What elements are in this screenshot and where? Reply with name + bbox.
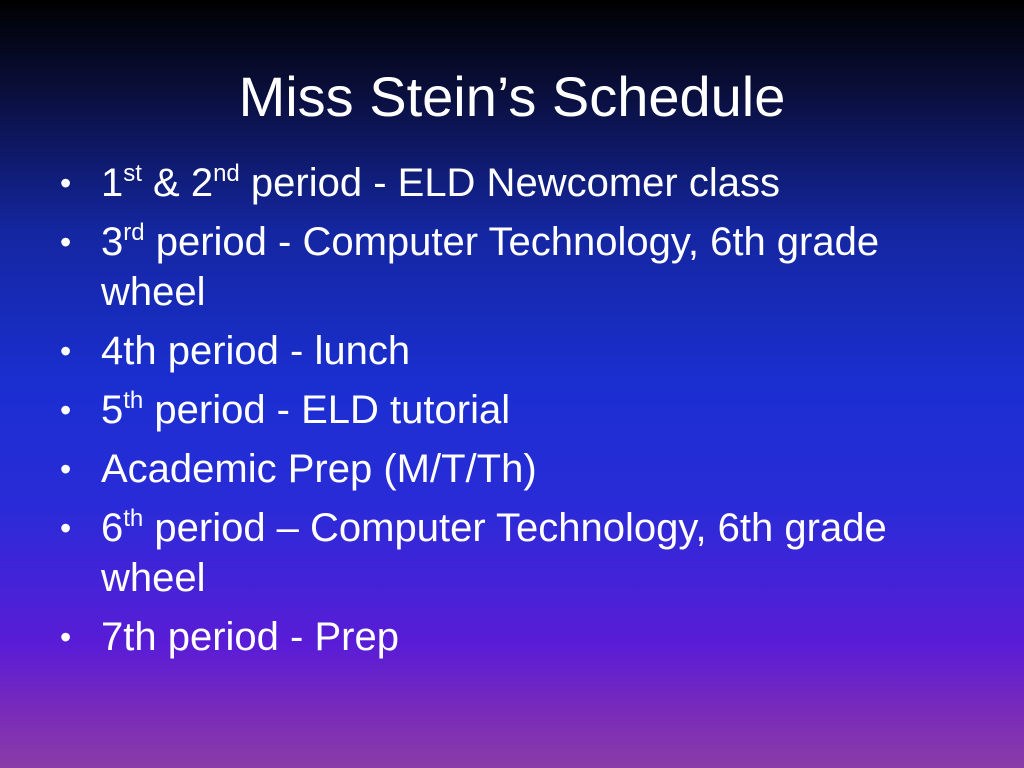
bullet-dot-icon: • [60, 165, 72, 201]
bullet-dot-icon: • [60, 510, 72, 546]
bullet-text-run: period - ELD tutorial [143, 388, 511, 432]
bullet-dot-icon: • [60, 451, 72, 487]
bullet-text [101, 506, 887, 600]
bullet-dot-icon: • [60, 333, 72, 369]
ordinal-suffix: th [123, 387, 144, 414]
ordinal-suffix: rd [123, 219, 145, 246]
bullet-text-run: & 2 [141, 161, 214, 205]
bullet-item [60, 158, 980, 208]
bullet-text-run: period – Computer Technology, 6th grade wheel [101, 506, 887, 600]
bullet-dot-icon: • [60, 392, 72, 428]
bullet-list [60, 158, 980, 671]
bullet-text [101, 329, 410, 373]
bullet-text-run: period - Computer Technology, 6th grade wheel [101, 220, 880, 314]
bullet-item [60, 444, 980, 494]
bullet-text [101, 615, 399, 659]
ordinal-suffix: nd [213, 160, 240, 187]
bullet-text [101, 447, 537, 491]
bullet-dot-icon: • [60, 619, 72, 655]
bullet-item [60, 326, 980, 376]
ordinal-suffix: st [123, 160, 142, 187]
bullet-text [101, 161, 780, 205]
bullet-item [60, 217, 980, 317]
bullet-text-run: Academic Prep (M/T/Th) [101, 447, 537, 491]
bullet-text-run: 3 [101, 220, 124, 264]
bullet-dot-icon: • [60, 224, 72, 260]
bullet-text [101, 388, 510, 432]
bullet-text-run: 7th period - Prep [101, 615, 399, 659]
bullet-text [101, 220, 879, 314]
bullet-text-run: 4th period - lunch [101, 329, 411, 373]
bullet-text-run: 5 [101, 388, 124, 432]
bullet-item [60, 385, 980, 435]
bullet-text-run: period - ELD Newcomer class [239, 161, 780, 205]
slide-title: Miss Stein’s Schedule [238, 65, 786, 128]
bullet-item [60, 612, 980, 662]
ordinal-suffix: th [123, 505, 144, 532]
bullet-text-run: 1 [101, 161, 124, 205]
bullet-text-run: 6 [101, 506, 124, 550]
bullet-item [60, 503, 980, 603]
